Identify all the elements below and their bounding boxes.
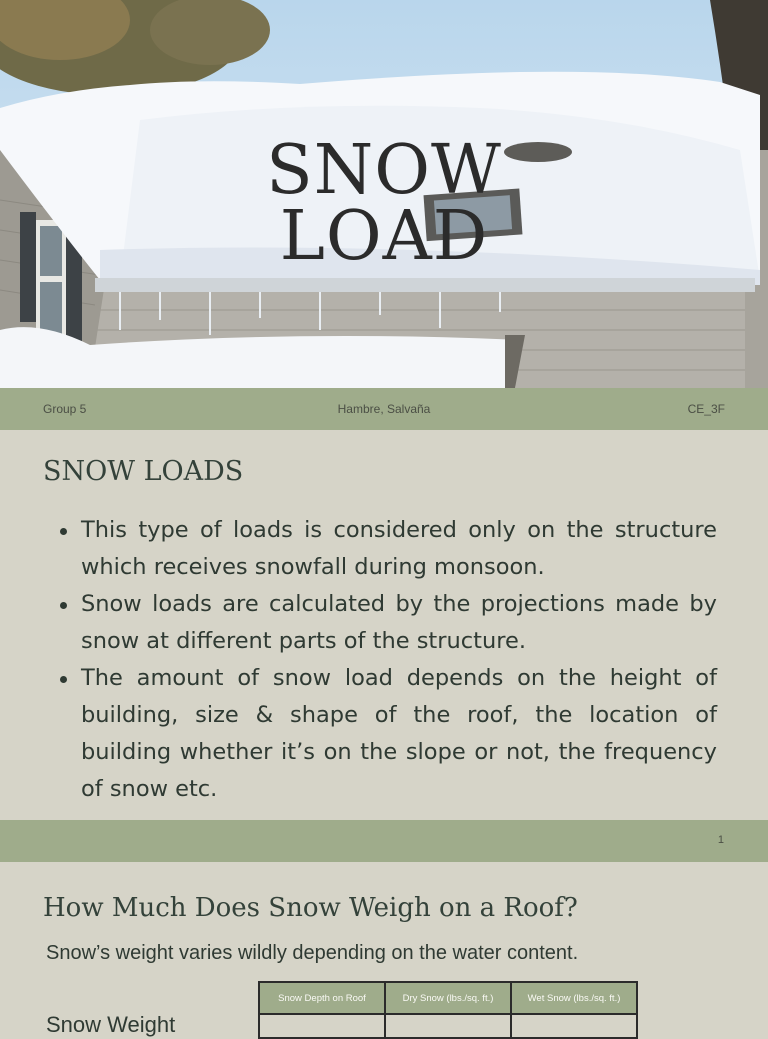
group-label: Group 5 bbox=[43, 402, 87, 416]
list-item: The amount of snow load depends on the height of building, size & shape of the roof, the location of building whether it’s on the slope or not, the frequency of snow etc. bbox=[55, 660, 717, 808]
section-label: CE_3F bbox=[687, 402, 725, 416]
footer-band bbox=[0, 820, 768, 862]
header-band bbox=[0, 388, 768, 430]
authors-label: Hambre, Salvaña bbox=[337, 402, 431, 416]
hero-photo bbox=[0, 0, 768, 388]
section-heading-snow-loads: SNOW LOADS bbox=[43, 456, 244, 487]
list-item: This type of loads is considered only on the structure which receives snowfall during monsoon. bbox=[55, 512, 717, 586]
table-row bbox=[259, 1014, 637, 1038]
list-item: Snow loads are calculated by the projections made by snow at different parts of the structure. bbox=[55, 586, 717, 660]
table-cell bbox=[259, 1014, 385, 1038]
table-header: Snow Depth on Roof bbox=[259, 982, 385, 1014]
table-cell bbox=[511, 1014, 637, 1038]
hero-title-line1: SNOW bbox=[266, 131, 502, 210]
table-header: Wet Snow (lbs./sq. ft.) bbox=[511, 982, 637, 1014]
section-subtitle: Snow’s weight varies wildly depending on the water content. bbox=[46, 942, 579, 964]
bullet-list bbox=[55, 512, 717, 808]
page-number: 1 bbox=[717, 834, 724, 846]
partial-label: Snow Weight bbox=[46, 1012, 176, 1037]
table-cell bbox=[385, 1014, 511, 1038]
table-header: Dry Snow (lbs./sq. ft.) bbox=[385, 982, 511, 1014]
section-heading-snow-weight: How Much Does Snow Weigh on a Roof? bbox=[43, 893, 578, 923]
hero-title-line2: LOAD bbox=[279, 197, 489, 276]
hero-title bbox=[0, 131, 768, 276]
snow-weight-table bbox=[258, 981, 638, 1039]
